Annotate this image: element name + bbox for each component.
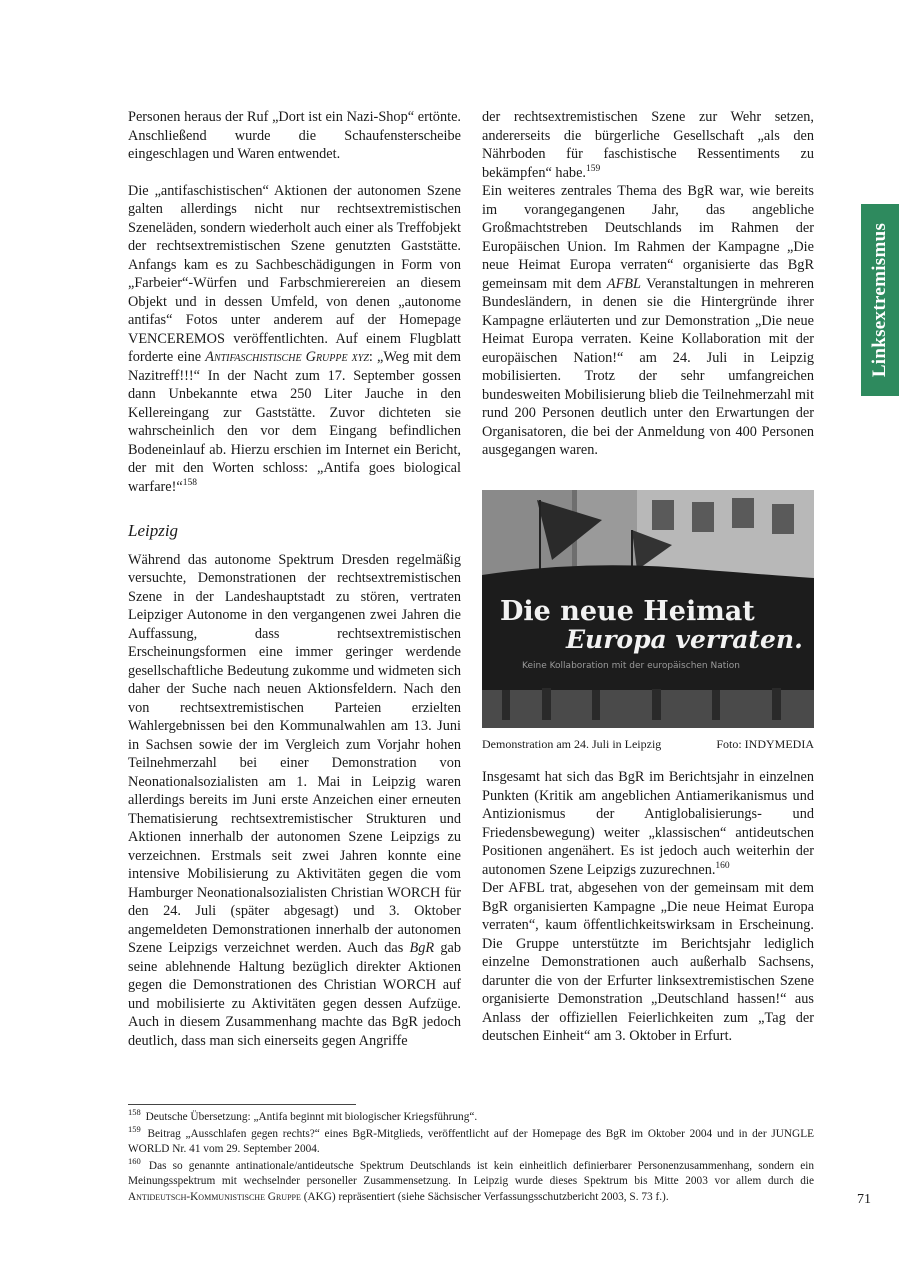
akg-group-name: Antideutsch-Kommunistische Gruppe <box>128 1190 301 1203</box>
demonstration-photo <box>482 490 814 728</box>
banner-line-3: Keine Kollaboration mit der europäischen Nation <box>522 661 740 671</box>
section-tab <box>861 204 899 396</box>
footnote-159: $^{159}$ Beitrag „Ausschlafen gegen rechts?“ eines BgR-Mitglieds, veröffentlicht auf der Homepage des BgR im Oktober 2004 und in der JUNGLE WORLD Nr. 41 vom 29. September 2004. <box>128 1123 815 1155</box>
footnote-ref-159: 159 <box>586 163 601 174</box>
footnote-rule <box>128 1104 356 1105</box>
footnote-ref-158: 158 <box>182 477 198 488</box>
left-paragraph-1: Personen heraus der Ruf „Dort ist ein Nazi-Shop“ ertönte. Anschließend wurde die Schaufensterscheibe eingeschlagen und Waren entwendet. <box>128 109 461 162</box>
afbl-italic: AFBL <box>606 275 641 292</box>
right-paragraph-1: der rechtsextremistischen Szene zur Wehr setzen, andererseits die bürgerliche Gesellschaft „als den Nährboden für faschistische Ressentiments zu bekämpfen“ habe.$^{159}$ <box>482 109 814 181</box>
section-heading-leipzig: Leipzig <box>128 521 179 540</box>
right-column-upper <box>482 108 814 460</box>
footnotes <box>128 1107 815 1206</box>
right-paragraph-2: Ein weiteres zentrales Thema des BgR war, wie bereits im vorangegangenen Jahr, das angebliche Großmachtstreben Deutschlands im Rahmen der Europäischen Union. Im Rahmen der Kampagne „Die neue Heimat Europa verraten“ organisierte das BgR gemeinsam mit dem AFBL Veranstaltungen in mehreren Bundesländern, in denen sie die Hintergründe ihrer Kampagne erläuterten und zur Demonstration „Die neue Heimat Europa verraten. Keine Kollaboration mit der europäischen Nation!“ am 24. Juli in Leipzig mobilisierten. Trotz der sehr umfangreichen bundesweiten Mobilisierung blieb die Teilnehmerzahl mit rund 200 Personen deutlich unter den Erwartungen der Organisatoren, die bei der Anmeldung von 400 Personen ausgegangen waren. <box>482 183 814 458</box>
left-paragraph-2: Die „antifaschistischen“ Aktionen der autonomen Szene galten allerdings nicht nur rechtsextremistischen Szeneläden, sondern wiederholt auch einer als Treffobjekt der rechtsextremistischen Szene genutzten Gaststätte. Anfangs kam es zu Sachbeschädigungen in Form von „Farbeier“-Würfen und Farbschmierereien an diesem Objekt und in dessen Umfeld, von denen „autonome antifas“ Fotos unter anderem auf der Homepage VENCEREMOS veröffentlichten. Auf einem Flugblatt forderte eine Antifaschistische Gruppe xyz: „Weg mit dem Nazitreff!!!“ In der Nacht zum 17. September gossen dann Unbekannte etwa 250 Liter Jauche in den Kellereingang zur Gaststätte. Zuvor dichteten sie wahrscheinlich den vor dem Eingang befindlichen Bodeneinlauf ab. Hierzu erschien im Internet ein Bericht, der mit den Worten schloss: „Antifa goes biological warfare!“$^{158}$ <box>128 182 461 495</box>
section-tab-label: Linksextremismus <box>869 222 890 378</box>
group-name: Antifaschistische Gruppe xyz <box>205 349 369 365</box>
left-column <box>128 108 461 1050</box>
left-paragraph-3: Während das autonome Spektrum Dresden regelmäßig versuchte, Demonstrationen der rechtsextremistischen Szene in der Landeshauptstadt zu stören, vertraten Leipziger Autonome in den vergangenen zwei Jahren die Auffassung, dass rechtsextremistischen Erscheinungsformen eine immer geringer werdende gesellschaftliche Bedeutung zukomme und widmeten sich daher der Suche nach neuen Aktionsfeldern. Nach den von rechtsextremistischen Parteien erzielten Wahlergebnissen bei den Kommunalwahlen am 13. Juni in Sachsen sowie der im Vergleich zum Vorjahr hohen Teilnehmerzahl bei einer Demonstration von Neonationalsozialisten am 1. Mai in Leipzig waren allerdings bereits im Juni erste Anzeichen einer erneuten Thematisierung rechtsextremistischer Strukturen und Aktionen innerhalb der autonomen Szene Leipzigs zu verzeichnen. Erstmals seit zwei Jahren konnte eine intensive Mobilisierung zu Aktivitäten gegen die vom Hamburger Neonationalsozialisten Christian WORCH für den 24. Juli (später abgesagt) und 3. Oktober angemeldeten Demonstrationen innerhalb der autonomen Szene Leipzigs verzeichnet werden. Auch das BgR gab seine ablehnende Haltung bezüglich direkter Aktionen gegen die Demonstrationen des Christian WORCH auf und mobilisierte zu Aktivitäten gegen dessen Aufzüge. Auch in diesem Zusammenhang machte das BgR jedoch deutlich, dass man sich einerseits gegen Angriffe <box>128 551 462 1049</box>
right-column-lower <box>482 768 814 1046</box>
caption-credit: Foto: INDYMEDIA <box>716 737 814 751</box>
right-paragraph-4: Der AFBL trat, abgesehen von der gemeinsam mit dem BgR organisierten Kampagne „Die neue Heimat Europa verraten“, kaum öffentlichkeitswirksam in Erscheinung. Die Gruppe unterstützte im Berichtsjahr lediglich einzelne Demonstrationen auch außerhalb Sachsens, darunter die von der Erfurter linksextremistischen Szene organisierte Demonstration „Deutschland hassen!“ aus Anlass der offiziellen Feierlichkeiten zum „Tag der deutschen Einheit“ am 3. Oktober in Erfurt. <box>482 880 814 1044</box>
caption-text: Demonstration am 24. Juli in Leipzig <box>482 737 662 751</box>
footnote-158: $^{158}$ Deutsche Übersetzung: „Antifa beginnt mit biologischer Kriegsführung“. <box>128 1107 478 1123</box>
right-paragraph-3: Insgesamt hat sich das BgR im Berichtsjahr in einzelnen Punkten (Kritik am angeblichen Antiamerikanismus und Antizionismus der Antiglobalisierungs- und Friedensbewegung) weiter „klassischen“ antideutschen Positionen angenähert. Es ist jedoch auch weiterhin der autonomen Szene Leipzigs zuzurechnen.$^{160}$ <box>482 769 814 878</box>
banner-line-1: Die neue Heimat <box>500 596 755 627</box>
banner-line-2: Europa verraten. <box>566 625 803 654</box>
photo-illustration <box>482 490 814 728</box>
page-number: 71 <box>857 1192 871 1207</box>
footnote-160: $^{160}$ Das so genannte antinationale/antideutsche Spektrum Deutschlands ist kein einheitlich definierbarer Personenzusammenhang, sondern ein Meinungsspektrum mit wechselnder personeller Zusammensetzung. In Leipzig wurde dieses Spektrum bis Mitte 2003 vor allem durch die Antideutsch-Kommunistische Gruppe (AKG) repräsentiert (siehe Sächsischer Verfassungsschutzbericht 2003, S. 73 f.). <box>128 1155 814 1203</box>
bgr-italic: BgR <box>409 940 435 956</box>
footnote-ref-160: 160 <box>715 860 730 871</box>
